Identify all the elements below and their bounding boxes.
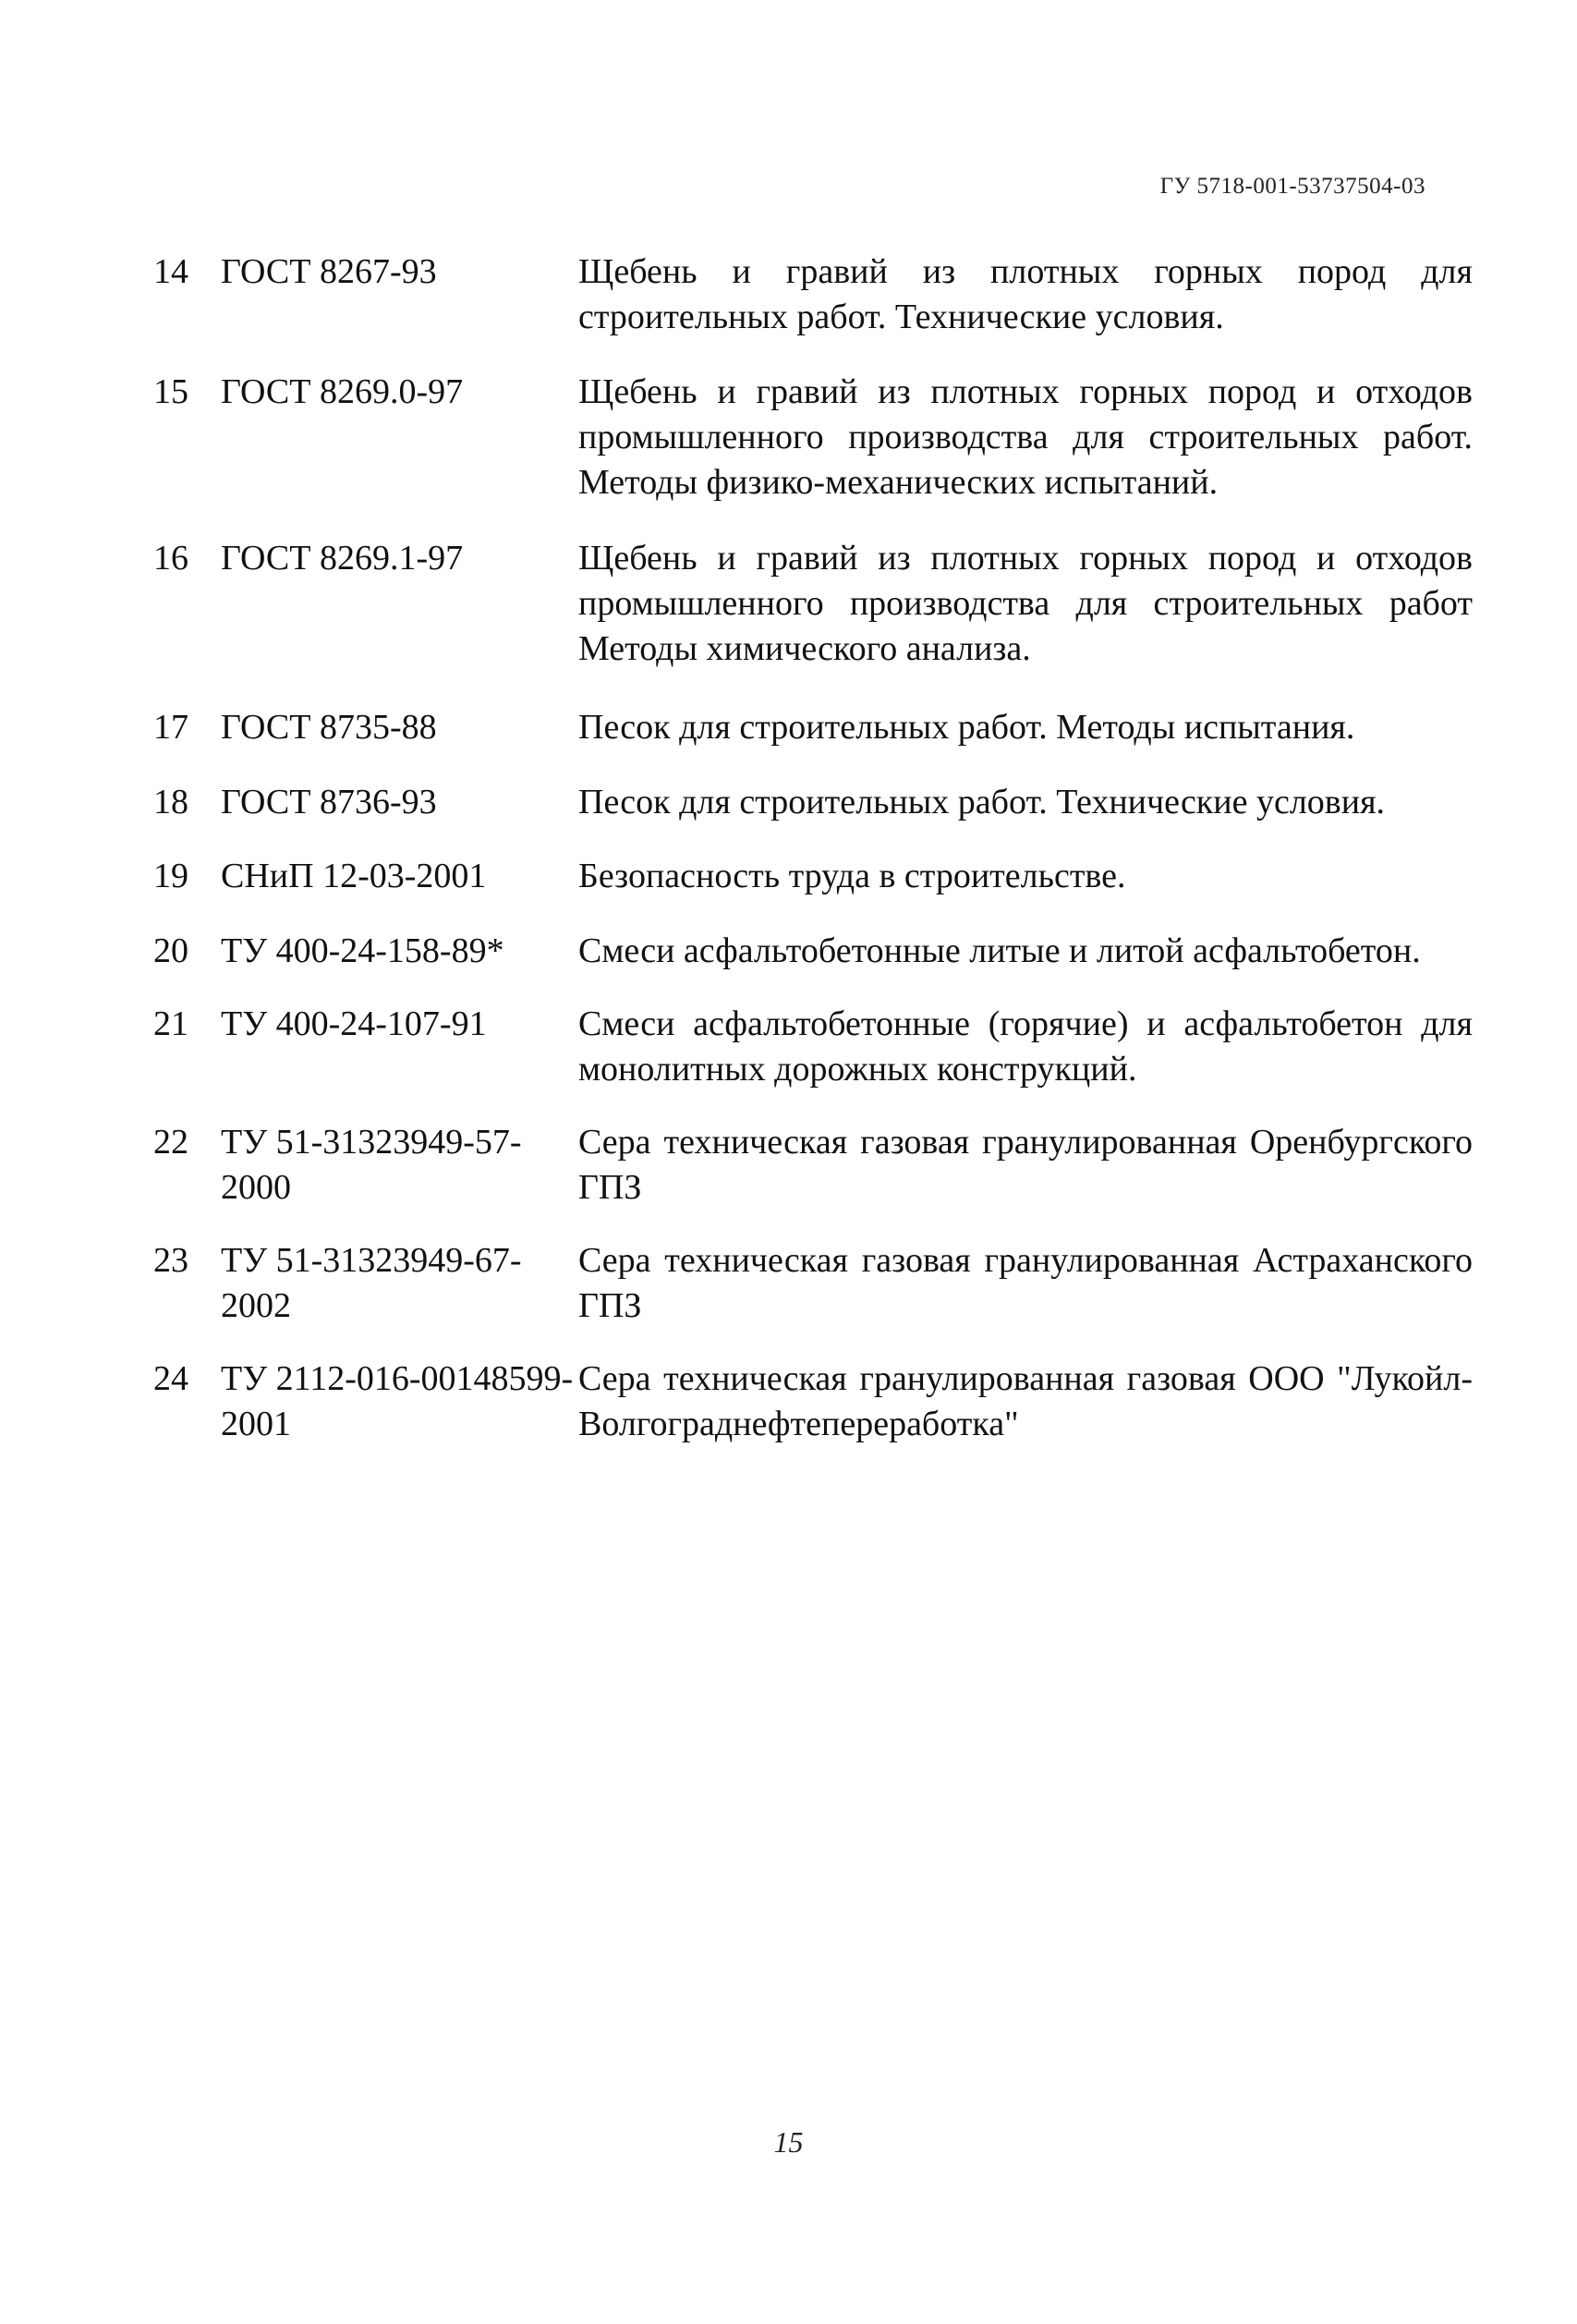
- reference-number: 20: [153, 931, 188, 970]
- reference-title: Щебень и гравий из плотных горных пород и отходов промышленного производства для строительных работ. Методы физико-механических испытаний.: [578, 372, 1473, 502]
- reference-number: 16: [153, 539, 188, 578]
- reference-title: Сера техническая газовая гранулированная Оренбургского ГПЗ: [578, 1123, 1473, 1207]
- reference-code: ГОСТ 8267-93: [221, 252, 437, 291]
- reference-code: ГОСТ 8269.1-97: [221, 539, 464, 578]
- reference-title: Песок для строительных работ. Методы испытания.: [578, 708, 1355, 747]
- reference-code: ГОСТ 8736-93: [221, 783, 437, 821]
- reference-list: [153, 249, 1473, 1447]
- reference-row: [153, 249, 1473, 340]
- reference-number: 15: [153, 372, 188, 411]
- reference-code: ГОСТ 8269.0-97: [221, 372, 464, 411]
- reference-title: Смеси асфальтобетонные (горячие) и асфальтобетон для монолитных дорожных конструкций.: [578, 1004, 1473, 1089]
- reference-number: 23: [153, 1241, 188, 1280]
- reference-code: ГОСТ 8735-88: [221, 708, 437, 747]
- reference-title: Сера техническая газовая гранулированная Астраханского ГПЗ: [578, 1241, 1473, 1325]
- reference-row: [153, 780, 1473, 825]
- reference-number: 22: [153, 1123, 188, 1162]
- document-code-header: ГУ 5718-001-53737504-03: [1159, 174, 1425, 199]
- page-number: 15: [773, 2125, 804, 2159]
- reference-row: [153, 1002, 1473, 1092]
- reference-title: Щебень и гравий из плотных горных пород и отходов промышленного производства для строительных работ Методы химического анализа.: [578, 539, 1473, 668]
- reference-number: 21: [153, 1004, 188, 1043]
- reference-number: 19: [153, 857, 188, 895]
- reference-title: Песок для строительных работ. Технические условия.: [578, 783, 1386, 821]
- reference-code: ТУ 2112-016-00148599-2001: [221, 1359, 574, 1443]
- reference-title: Щебень и гравий из плотных горных пород для строительных работ. Технические условия.: [578, 252, 1473, 336]
- reference-row: [153, 1357, 1473, 1447]
- reference-code: ТУ 400-24-107-91: [221, 1004, 487, 1043]
- reference-code: ТУ 51-31323949-57-2000: [221, 1123, 522, 1207]
- reference-code: ТУ 400-24-158-89*: [221, 931, 504, 970]
- reference-number: 24: [153, 1359, 188, 1398]
- reference-title: Сера техническая гранулированная газовая ООО "Лукойл-Волгограднефтепереработка": [578, 1359, 1473, 1443]
- reference-code: СНиП 12-03-2001: [221, 857, 487, 895]
- reference-row: [153, 1238, 1473, 1329]
- reference-number: 14: [153, 252, 188, 291]
- reference-row: [153, 536, 1473, 672]
- reference-number: 18: [153, 783, 188, 821]
- reference-row: [153, 705, 1473, 750]
- reference-row: [153, 854, 1473, 899]
- reference-row: [153, 929, 1473, 974]
- reference-row: [153, 1120, 1473, 1211]
- reference-code: ТУ 51-31323949-67-2002: [221, 1241, 522, 1325]
- reference-title: Безопасность труда в строительстве.: [578, 857, 1126, 895]
- reference-number: 17: [153, 708, 188, 747]
- reference-title: Смеси асфальтобетонные литые и литой асфальтобетон.: [578, 931, 1421, 970]
- reference-row: [153, 370, 1473, 505]
